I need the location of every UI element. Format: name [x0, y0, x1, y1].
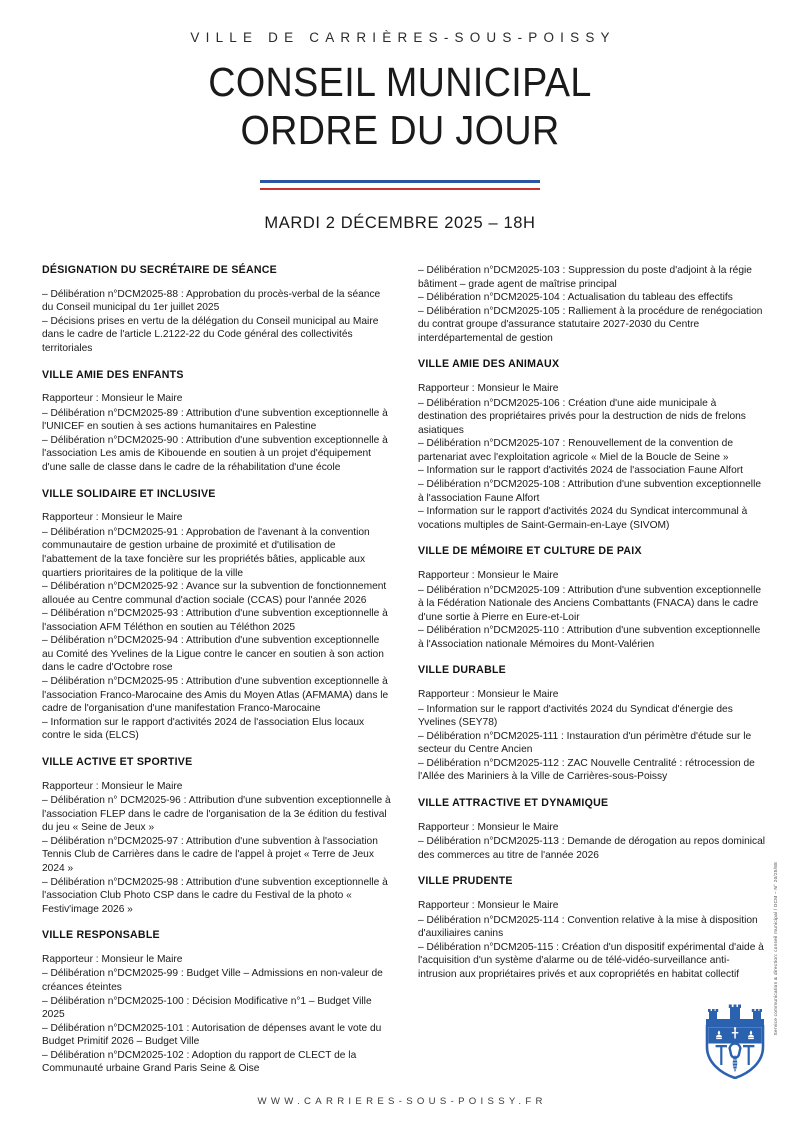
agenda-section — [42, 369, 391, 475]
agenda-columns — [42, 264, 767, 1089]
agenda-item: – Délibération n°DCM205-115 : Création d'un dispositif expérimental d'aide à l'acquisition d'un système d'alarme ou de télé-vidéo-surveillance anti-intrusion aux propriétaires privés et aux copropriétés en habitat collectif — [418, 941, 764, 980]
agenda-item: – Délibération n°DCM2025-94 : Attribution d'une subvention exceptionnelle au Comité des Yvelines de la Ligue contre le cancer en soutien à son action dans le cadre d'Octobre rose — [42, 635, 384, 674]
agenda-rapporteur: Rapporteur : Monsieur le Maire — [42, 393, 183, 405]
agenda-section — [42, 264, 391, 356]
agenda-item: – Délibération n°DCM2025-114 : Convention relative à la mise à disposition d'auxiliaires canins — [418, 914, 758, 940]
agenda-item: – Information sur le rapport d'activités 2024 de l'association Faune Alfort — [418, 465, 743, 477]
agenda-section-heading: VILLE AMIE DES ANIMAUX — [418, 358, 560, 371]
agenda-section — [418, 545, 767, 651]
agenda-item: – Délibération n°DCM2025-107 : Renouvellement de la convention de partenariat avec l'exploitation agricole « Miel de la Boucle de Seine » — [418, 438, 733, 463]
agenda-item: – Décisions prises en vertu de la délégation du Conseil municipal au Maire dans le cadre de l'article L.2122-22 du Code général des collectivités territoriales — [42, 315, 379, 354]
agenda-section-heading: VILLE PRUDENTE — [418, 875, 513, 888]
agenda-section — [42, 756, 391, 916]
agenda-section — [418, 664, 767, 784]
agenda-section-heading: VILLE AMIE DES ENFANTS — [42, 368, 184, 381]
agenda-item: – Délibération n°DCM2025-105 : Ralliement à la procédure de renégociation du contrat groupe d'assurance statutaire 2027-2030 du Centre interdépartemental de gestion — [418, 305, 763, 344]
title-line-2: ORDRE DU JOUR — [240, 106, 560, 153]
agenda-item: – Délibération n°DCM2025-101 : Autorisation de dépenses avant le vote du Budget Primitif 2026 – Budget Ville — [42, 1022, 382, 1048]
agenda-right-column — [418, 264, 767, 994]
agenda-rapporteur: Rapporteur : Monsieur le Maire — [42, 780, 183, 792]
agenda-item: – Délibération n°DCM2025-103 : Suppression du poste d'adjoint à la régie bâtiment – grade agent de maîtrise principal — [418, 265, 752, 290]
agenda-section-heading: DÉSIGNATION DU SECRÉTAIRE DE SÉANCE — [42, 264, 277, 276]
agenda-rapporteur: Rapporteur : Monsieur le Maire — [418, 689, 559, 701]
agenda-item: – Délibération n°DCM2025-93 : Attribution d'une subvention exceptionnelle à l'association AFM Téléthon en soutien au Téléthon 2025 — [42, 608, 388, 633]
agenda-item: – Information sur le rapport d'activités 2024 du Syndicat d'énergie des Yvelines (SEY78) — [418, 703, 733, 729]
agenda-section — [42, 488, 391, 743]
agenda-item: – Délibération n°DCM2025-113 : Demande de dérogation au repos dominical des commerces au titre de l'année 2026 — [418, 836, 766, 861]
agenda-item: – Délibération n°DCM2025-88 : Approbation du procès-verbal de la séance du Conseil municipal du 1er juillet 2025 — [42, 288, 381, 314]
agenda-item: – Délibération n°DCM2025-112 : ZAC Nouvelle Centralité : rétrocession de l'Allée des Mariniers à la Ville de Carrières-sous-Poissy — [418, 757, 755, 783]
agenda-section — [42, 929, 391, 1076]
divider-red-rule — [260, 188, 540, 191]
agenda-item: – Délibération n°DCM2025-99 : Budget Ville – Admissions en non-valeur de créances éteintes — [42, 968, 383, 994]
agenda-section — [418, 264, 767, 345]
side-credit-text: Service communication & direction: conseil municipal / DCM – N° 20/25/88 — [773, 862, 778, 1036]
title-line-1: CONSEIL MUNICIPAL — [208, 59, 592, 105]
agenda-item: – Délibération n°DCM2025-111 : Instauration d'un périmètre d'étude sur le secteur du Centre Ancien — [418, 730, 752, 756]
agenda-rapporteur: Rapporteur : Monsieur le Maire — [418, 383, 559, 395]
tricolor-divider — [260, 180, 540, 190]
agenda-item: – Délibération n°DCM2025-108 : Attribution d'une subvention exceptionnelle à l'association Faune Alfort — [418, 479, 761, 504]
divider-blue-rule — [260, 180, 540, 183]
agenda-item: – Délibération n°DCM2025-97 : Attribution d'une subvention à l'association Tennis Club de Carrières dans le cadre de l'appel à projet « Terre de Jeux 2024 » — [42, 835, 378, 874]
agenda-section-heading: VILLE DE MÉMOIRE ET CULTURE DE PAIX — [418, 545, 642, 558]
agenda-section — [418, 797, 767, 862]
agenda-item: – Délibération n°DCM2025-92 : Avance sur la subvention de fonctionnement allouée au Centre communal d'action sociale (CCAS) pour l'année 2026 — [42, 581, 387, 606]
city-crest-logo — [702, 1003, 768, 1079]
footer-website: WWW.CARRIERES-SOUS-POISSY.FR — [257, 1096, 547, 1107]
agenda-item: – Délibération n°DCM2025-104 : Actualisation du tableau des effectifs — [418, 292, 733, 304]
agenda-rapporteur: Rapporteur : Monsieur le Maire — [418, 900, 559, 912]
agenda-item: – Délibération n°DCM2025-102 : Adoption du rapport de CLECT de la Communauté urbaine Grand Paris Seine & Oise — [42, 1049, 357, 1075]
agenda-item: – Délibération n°DCM2025-100 : Décision Modificative n°1 – Budget Ville 2025 — [42, 995, 372, 1021]
agenda-item: – Délibération n°DCM2025-89 : Attribution d'une subvention exceptionnelle à l'UNICEF en soutien à ses actions humanitaires en Palestine — [42, 407, 388, 433]
agenda-item: – Délibération n°DCM2025-91 : Approbation de l'avenant à la convention communautaire de gestion urbaine de proximité et d'utilisation de l'abattement de la taxe foncière sur les propriétés bâties, applicable aux quartiers prioritaires de la politique de la ville — [42, 526, 370, 579]
agenda-section-heading: VILLE DURABLE — [418, 664, 506, 677]
agenda-rapporteur: Rapporteur : Monsieur le Maire — [42, 512, 183, 524]
agenda-item: – Délibération n°DCM2025-95 : Attribution d'une subvention exceptionnelle à l'association Franco-Marocaine des Amis du Moyen Atlas (AFMAMA) dans le cadre de l'organisation d'une manifestation Franco-Marocaine — [42, 676, 389, 715]
agenda-item: – Délibération n°DCM2025-106 : Création d'une aide municipale à destination des propriétaires privés pour la destruction de nids de frelons asiatiques — [418, 397, 746, 436]
agenda-item: – Délibération n° DCM2025-96 : Attribution d'une subvention exceptionnelle à l'association FLEP dans le cadre de l'organisation de la 3e édition du festival du jeu « Seine de Jeux » — [42, 795, 391, 834]
agenda-left-column — [42, 264, 391, 1089]
agenda-item: – Information sur le rapport d'activités 2024 de l'association Elus locaux contre le sida (ELCS) — [42, 716, 365, 742]
agenda-item: – Information sur le rapport d'activités 2024 du Syndicat intercommunal à vocations multiples de Saint-Germain-en-Laye (SIVOM) — [418, 506, 748, 531]
agenda-section-heading: VILLE ATTRACTIVE ET DYNAMIQUE — [418, 796, 609, 809]
agenda-section — [418, 358, 767, 532]
agenda-section — [418, 875, 767, 981]
page-title — [0, 59, 800, 154]
agenda-section-heading: VILLE ACTIVE ET SPORTIVE — [42, 755, 193, 768]
agenda-item: – Délibération n°DCM2025-110 : Attribution d'une subvention exceptionnelle à l'Association nationale Mémoires du Mont-Valérien — [418, 625, 761, 650]
meeting-date: MARDI 2 DÉCEMBRE 2025 – 18H — [264, 214, 536, 233]
agenda-section-heading: VILLE RESPONSABLE — [42, 929, 160, 942]
agenda-item: – Délibération n°DCM2025-109 : Attribution d'une subvention exceptionnelle à la Fédération Nationale des Anciens Combattants (FNACA) dans le cadre d'une sortie à Pierre en Eure-et-Loir — [418, 584, 761, 623]
agenda-item: – Délibération n°DCM2025-90 : Attribution d'une subvention exceptionnelle à l'association Les amis de Kibouende en soutien à un projet d'équipement d'une salle de classe dans le cadre de la réhabilitation d'une école — [42, 434, 388, 474]
agenda-rapporteur: Rapporteur : Monsieur le Maire — [418, 821, 559, 833]
agenda-rapporteur: Rapporteur : Monsieur le Maire — [42, 953, 183, 965]
agenda-rapporteur: Rapporteur : Monsieur le Maire — [418, 569, 559, 581]
page-kicker: VILLE DE CARRIÈRES-SOUS-POISSY — [190, 30, 616, 45]
agenda-item: – Délibération n°DCM2025-98 : Attribution d'une subvention exceptionnelle à l'association Club Photo CSP dans le cadre du Festival de la photo « Festiv'image 2026 » — [42, 876, 388, 915]
agenda-section-heading: VILLE SOLIDAIRE ET INCLUSIVE — [42, 487, 216, 500]
